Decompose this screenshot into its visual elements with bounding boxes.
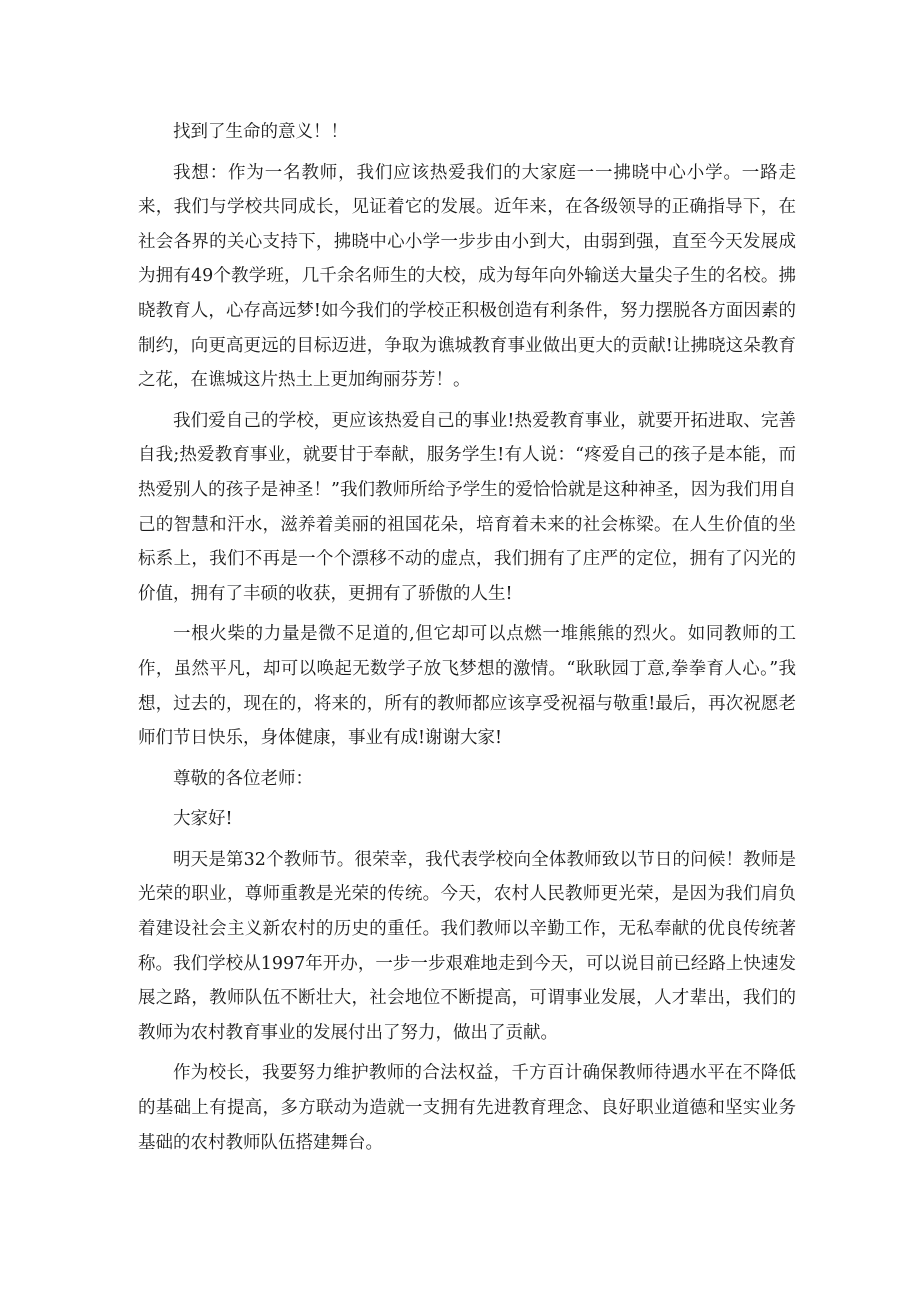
paragraph-6: 大家好! xyxy=(173,809,233,830)
paragraph-3: 我们爱自己的学校，更应该热爱自己的事业!热爱教育事业，就要开拓进取、完善自我;热爱教育事业，就要甘于奉献，服务学生!有人说：“疼爱自己的孩子是本能，而热爱别人的孩子是神圣！”我们教师所给予学生的爱恰恰就是这种神圣，因为我们用自己的智慧和汗水，滋养着美丽的祖国花朵，培育着未来的社会栋梁。在人生价值的坐标系上，我们不再是一个个漂移不动的虚点，我们拥有了庄严的定位，拥有了闪光的价值，拥有了丰硕的收获，更拥有了骄傲的人生! xyxy=(138,410,796,604)
paragraph-5: 尊敬的各位老师： xyxy=(173,768,313,789)
paragraph-1: 找到了生命的意义！！ xyxy=(173,122,348,142)
paragraph-4: 一根火柴的力量是微不足道的,但它却可以点燃一堆熊熊的烈火。如同教师的工作，虽然平凡，却可以唤起无数学子放飞梦想的激情。“耿耿园丁意,拳拳育人心。”我想，过去的，现在的，将来的，所有的教师都应该享受祝福与敬重!最后，再次祝愿老师们节日快乐，身体健康，事业有成!谢谢大家! xyxy=(138,624,796,749)
document-body xyxy=(138,115,796,1166)
paragraph-7: 明天是第32个教师节。很荣幸，我代表学校向全体教师致以节日的问候！教师是光荣的职业，尊师重教是光荣的传统。今天，农村人民教师更光荣，是因为我们肩负着建设社会主义新农村的历史的重任。我们教师以辛勤工作，无私奉献的优良传统著称。我们学校从1997年开办，一步一步艰难地走到今天，可以说目前已经路上快速发展之路，教师队伍不断壮大，社会地位不断提高，可谓事业发展，人才辈出，我们的教师为农村教育事业的发展付出了努力，做出了贡献。 xyxy=(138,849,796,1043)
paragraph-2: 我想：作为一名教师，我们应该热爱我们的大家庭一一拂晓中心小学。一路走来，我们与学校共同成长，见证着它的发展。近年来，在各级领导的正确指导下，在社会各界的关心支持下，拂晓中心小学一步步由小到大，由弱到强，直至今天发展成为拥有49个教学班，几千余名师生的大校，成为每年向外输送大量尖子生的名校。拂晓教育人，心存高远梦!如今我们的学校正积极创造有利条件，努力摆脱各方面因素的制约，向更高更远的目标迈进，争取为谯城教育事业做出更大的贡献!让拂晓这朵教育之花，在谯城这片热土上更加绚丽芬芳！。 xyxy=(138,162,796,391)
paragraph-8: 作为校长，我要努力维护教师的合法权益，千方百计确保教师待遇水平在不降低的基础上有提高，多方联动为造就一支拥有先进教育理念、良好职业道德和坚实业务基础的农村教师队伍搭建舞台。 xyxy=(138,1063,796,1153)
